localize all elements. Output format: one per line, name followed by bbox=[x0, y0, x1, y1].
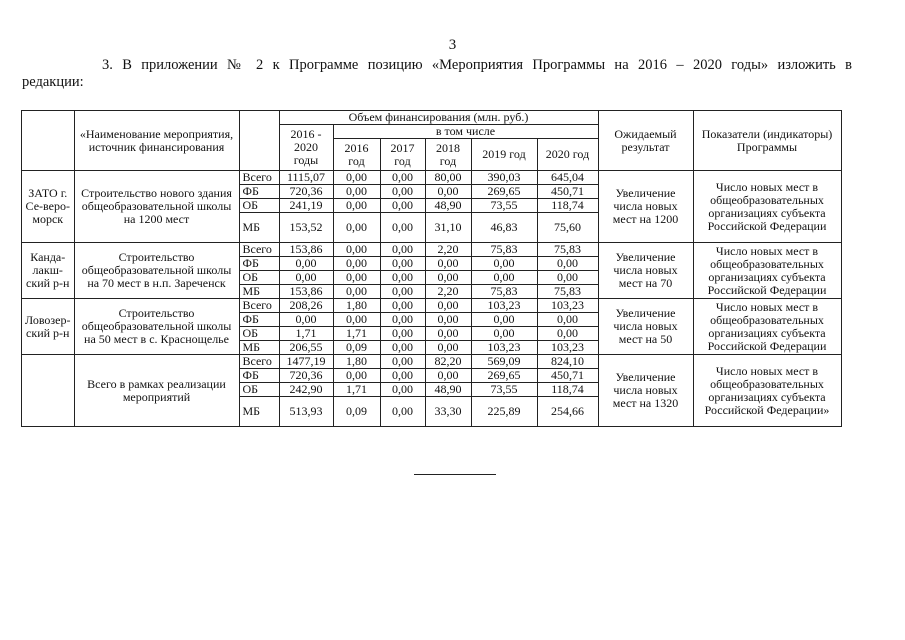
value-cell: 33,30 bbox=[425, 397, 471, 427]
intro-line-2: редакции: bbox=[22, 74, 84, 90]
value-cell: 513,93 bbox=[279, 397, 333, 427]
value-cell: 0,00 bbox=[425, 341, 471, 355]
value-cell: 0,00 bbox=[380, 271, 425, 285]
header-name-col: «Наименование мероприятия, источник финансирования bbox=[74, 111, 239, 171]
value-cell: 0,00 bbox=[425, 185, 471, 199]
value-cell: 390,03 bbox=[471, 171, 537, 185]
expected-result-cell: Увеличение числа новых мест на 1200 bbox=[598, 171, 693, 243]
funding-source-cell: МБ bbox=[239, 341, 279, 355]
value-cell: 0,00 bbox=[537, 257, 598, 271]
intro-paragraph bbox=[22, 57, 852, 91]
activity-name-cell: Строительство нового здания общеобразовательной школы на 1200 мест bbox=[74, 171, 239, 243]
value-cell: 75,83 bbox=[471, 285, 537, 299]
value-cell: 0,00 bbox=[333, 285, 380, 299]
value-cell: 0,00 bbox=[333, 171, 380, 185]
value-cell: 720,36 bbox=[279, 185, 333, 199]
header-territory-cell bbox=[22, 111, 75, 171]
value-cell: 75,83 bbox=[537, 285, 598, 299]
funding-source-cell: ОБ bbox=[239, 327, 279, 341]
value-cell: 0,00 bbox=[380, 299, 425, 313]
value-cell: 0,00 bbox=[537, 271, 598, 285]
expected-result-cell: Увеличение числа новых мест на 70 bbox=[598, 243, 693, 299]
funding-source-cell: Всего bbox=[239, 243, 279, 257]
value-cell: 0,09 bbox=[333, 341, 380, 355]
value-cell: 0,00 bbox=[333, 369, 380, 383]
funding-source-cell: ФБ bbox=[239, 185, 279, 199]
value-cell: 645,04 bbox=[537, 171, 598, 185]
header-indicators-col: Показатели (индикаторы) Программы bbox=[693, 111, 841, 171]
value-cell: 0,00 bbox=[333, 213, 380, 243]
value-cell: 269,65 bbox=[471, 185, 537, 199]
value-cell: 118,74 bbox=[537, 199, 598, 213]
value-cell: 0,00 bbox=[380, 397, 425, 427]
table-row bbox=[22, 243, 842, 257]
page-number: 3 bbox=[448, 37, 457, 53]
value-cell: 0,00 bbox=[279, 271, 333, 285]
value-cell: 0,09 bbox=[333, 397, 380, 427]
funding-source-cell: Всего bbox=[239, 171, 279, 185]
funding-source-cell: МБ bbox=[239, 397, 279, 427]
value-cell: 0,00 bbox=[380, 285, 425, 299]
expected-result-cell: Увеличение числа новых мест на 50 bbox=[598, 299, 693, 355]
value-cell: 1,71 bbox=[333, 327, 380, 341]
table-row bbox=[22, 299, 842, 313]
value-cell: 0,00 bbox=[425, 299, 471, 313]
value-cell: 153,86 bbox=[279, 243, 333, 257]
header-funding-title: Объем финансирования (млн. руб.) bbox=[279, 111, 598, 125]
value-cell: 0,00 bbox=[425, 327, 471, 341]
funding-source-cell: ОБ bbox=[239, 383, 279, 397]
territory-cell: Канда-лакш-ский р-н bbox=[22, 243, 75, 299]
header-including: в том числе bbox=[333, 125, 598, 139]
footer-divider bbox=[414, 474, 496, 475]
value-cell: 0,00 bbox=[380, 383, 425, 397]
table-body bbox=[22, 171, 842, 427]
value-cell: 242,90 bbox=[279, 383, 333, 397]
indicator-cell: Число новых мест в общеобразовательных организациях субъекта Российской Федерации» bbox=[693, 355, 841, 427]
value-cell: 103,23 bbox=[471, 341, 537, 355]
value-cell: 75,83 bbox=[537, 243, 598, 257]
activity-name-cell: Всего в рамках реализации мероприятий bbox=[74, 355, 239, 427]
value-cell: 118,74 bbox=[537, 383, 598, 397]
value-cell: 153,86 bbox=[279, 285, 333, 299]
value-cell: 31,10 bbox=[425, 213, 471, 243]
value-cell: 80,00 bbox=[425, 171, 471, 185]
value-cell: 48,90 bbox=[425, 199, 471, 213]
territory-cell: Ловозер-ский р-н bbox=[22, 299, 75, 355]
header-year-2016: 2016 год bbox=[333, 139, 380, 171]
funding-source-cell: ФБ bbox=[239, 313, 279, 327]
value-cell: 824,10 bbox=[537, 355, 598, 369]
value-cell: 0,00 bbox=[380, 355, 425, 369]
value-cell: 0,00 bbox=[425, 313, 471, 327]
header-year-2020: 2020 год bbox=[537, 139, 598, 171]
header-source-cell bbox=[239, 111, 279, 171]
value-cell: 0,00 bbox=[471, 313, 537, 327]
funding-source-cell: Всего bbox=[239, 355, 279, 369]
value-cell: 0,00 bbox=[333, 243, 380, 257]
value-cell: 103,23 bbox=[537, 299, 598, 313]
value-cell: 0,00 bbox=[380, 257, 425, 271]
header-year-2017: 2017 год bbox=[380, 139, 425, 171]
value-cell: 1,80 bbox=[333, 299, 380, 313]
header-year-2019: 2019 год bbox=[471, 139, 537, 171]
table-row bbox=[22, 355, 842, 369]
value-cell: 0,00 bbox=[380, 243, 425, 257]
value-cell: 75,83 bbox=[471, 243, 537, 257]
funding-source-cell: ОБ bbox=[239, 271, 279, 285]
value-cell: 208,26 bbox=[279, 299, 333, 313]
value-cell: 0,00 bbox=[279, 313, 333, 327]
value-cell: 0,00 bbox=[380, 341, 425, 355]
value-cell: 0,00 bbox=[471, 327, 537, 341]
header-year-2018: 2018 год bbox=[425, 139, 471, 171]
value-cell: 450,71 bbox=[537, 185, 598, 199]
value-cell: 720,36 bbox=[279, 369, 333, 383]
value-cell: 103,23 bbox=[471, 299, 537, 313]
activity-name-cell: Строительство общеобразовательной школы на 70 мест в н.п. Зареченск bbox=[74, 243, 239, 299]
indicator-cell: Число новых мест в общеобразовательных организациях субъекта Российской Федерации bbox=[693, 243, 841, 299]
activity-name-cell: Строительство общеобразовательной школы на 50 мест в с. Краснощелье bbox=[74, 299, 239, 355]
value-cell: 1,71 bbox=[279, 327, 333, 341]
value-cell: 0,00 bbox=[425, 369, 471, 383]
indicator-cell: Число новых мест в общеобразовательных организациях субъекта Российской Федерации bbox=[693, 171, 841, 243]
header-result-col: Ожидаемый результат bbox=[598, 111, 693, 171]
table-header bbox=[22, 111, 842, 171]
value-cell: 48,90 bbox=[425, 383, 471, 397]
value-cell: 0,00 bbox=[380, 213, 425, 243]
value-cell: 206,55 bbox=[279, 341, 333, 355]
value-cell: 1115,07 bbox=[279, 171, 333, 185]
value-cell: 269,65 bbox=[471, 369, 537, 383]
expected-result-cell: Увеличение числа новых мест на 1320 bbox=[598, 355, 693, 427]
value-cell: 0,00 bbox=[537, 313, 598, 327]
value-cell: 450,71 bbox=[537, 369, 598, 383]
value-cell: 0,00 bbox=[333, 257, 380, 271]
value-cell: 0,00 bbox=[380, 185, 425, 199]
value-cell: 2,20 bbox=[425, 243, 471, 257]
value-cell: 569,09 bbox=[471, 355, 537, 369]
indicator-cell: Число новых мест в общеобразовательных организациях субъекта Российской Федерации bbox=[693, 299, 841, 355]
value-cell: 0,00 bbox=[333, 271, 380, 285]
territory-cell: ЗАТО г. Се-веро-морск bbox=[22, 171, 75, 243]
value-cell: 0,00 bbox=[471, 271, 537, 285]
funding-source-cell: МБ bbox=[239, 285, 279, 299]
program-activities-table bbox=[21, 110, 842, 427]
value-cell: 0,00 bbox=[425, 257, 471, 271]
value-cell: 2,20 bbox=[425, 285, 471, 299]
territory-cell bbox=[22, 355, 75, 427]
funding-source-cell: МБ bbox=[239, 213, 279, 243]
value-cell: 73,55 bbox=[471, 383, 537, 397]
value-cell: 0,00 bbox=[471, 257, 537, 271]
header-total-period: 2016 - 2020 годы bbox=[279, 125, 333, 171]
funding-source-cell: ФБ bbox=[239, 369, 279, 383]
value-cell: 0,00 bbox=[380, 369, 425, 383]
value-cell: 0,00 bbox=[380, 313, 425, 327]
value-cell: 46,83 bbox=[471, 213, 537, 243]
value-cell: 241,19 bbox=[279, 199, 333, 213]
intro-line-1: 3. В приложении № 2 к Программе позицию «Мероприятия Программы на 2016 – 2020 годы» изложить в bbox=[102, 57, 852, 73]
funding-source-cell: Всего bbox=[239, 299, 279, 313]
value-cell: 0,00 bbox=[425, 271, 471, 285]
value-cell: 225,89 bbox=[471, 397, 537, 427]
value-cell: 0,00 bbox=[279, 257, 333, 271]
value-cell: 1,80 bbox=[333, 355, 380, 369]
value-cell: 0,00 bbox=[537, 327, 598, 341]
value-cell: 82,20 bbox=[425, 355, 471, 369]
value-cell: 0,00 bbox=[333, 313, 380, 327]
value-cell: 1477,19 bbox=[279, 355, 333, 369]
funding-source-cell: ФБ bbox=[239, 257, 279, 271]
value-cell: 153,52 bbox=[279, 213, 333, 243]
value-cell: 0,00 bbox=[380, 171, 425, 185]
value-cell: 1,71 bbox=[333, 383, 380, 397]
value-cell: 0,00 bbox=[333, 199, 380, 213]
value-cell: 0,00 bbox=[333, 185, 380, 199]
value-cell: 0,00 bbox=[380, 199, 425, 213]
funding-source-cell: ОБ bbox=[239, 199, 279, 213]
table-row bbox=[22, 171, 842, 185]
value-cell: 254,66 bbox=[537, 397, 598, 427]
value-cell: 73,55 bbox=[471, 199, 537, 213]
value-cell: 0,00 bbox=[380, 327, 425, 341]
value-cell: 103,23 bbox=[537, 341, 598, 355]
value-cell: 75,60 bbox=[537, 213, 598, 243]
